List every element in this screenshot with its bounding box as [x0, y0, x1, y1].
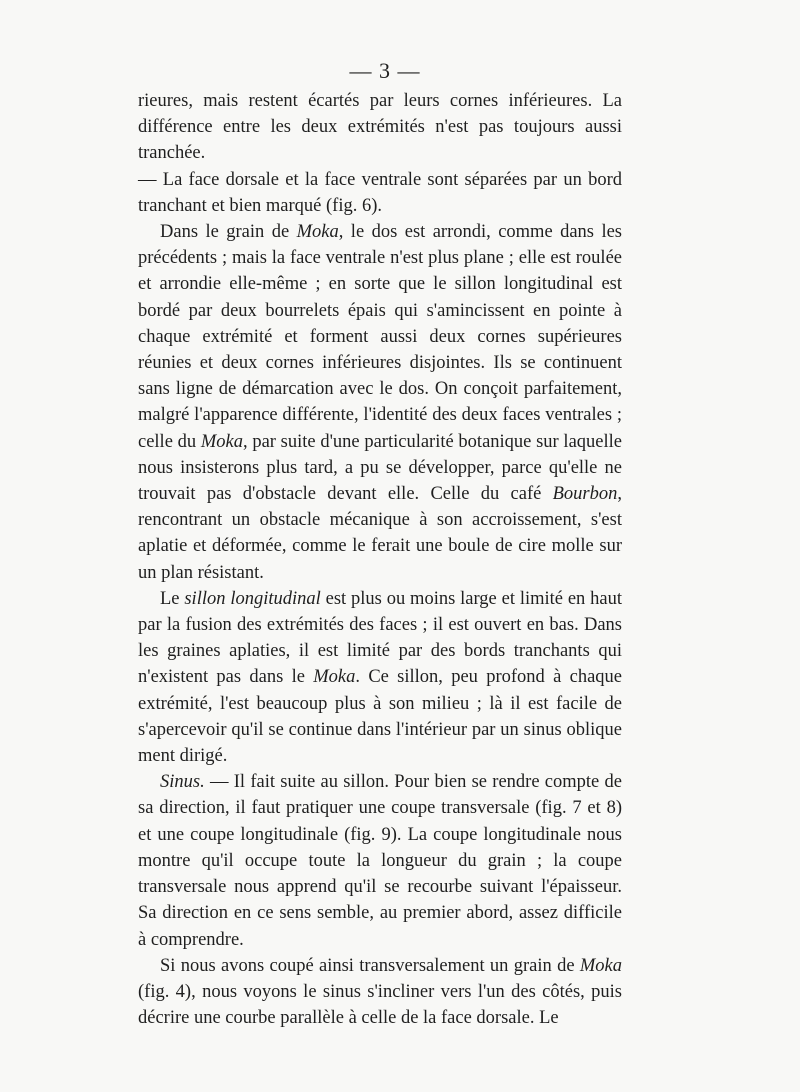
text-run: , rencontrant un obstacle mécanique à son accroissement, s'est aplatie et déformée, comme le ferait une boule de cire molle sur un plan résistant. — [138, 484, 622, 583]
italic-term: Moka — [313, 667, 356, 688]
paragraph — [138, 219, 622, 586]
text-run: rieures, mais restent écartés par leurs cornes inférieures. La différence entre les deux extrémités n'est pas toujours aussi tranchée. — [138, 91, 622, 164]
paragraph — [138, 586, 622, 769]
text-run: . Ce sillon, peu profond à chaque extrémité, l'est beaucoup plus à son milieu ; là il est facile de s'apercevoir qu'il se continue dans l'intérieur par un sinus oblique ment dirigé. — [138, 667, 622, 767]
paragraph — [138, 167, 622, 219]
body-text — [138, 88, 622, 1031]
italic-term: Sinus. — [160, 772, 205, 793]
italic-term: Moka — [296, 222, 339, 243]
italic-term: Moka — [579, 955, 622, 976]
text-run: , le dos est arrondi, comme dans les précédents ; mais la face ventrale n'est plus plane ; elle est roulée et arrondie elle-même ; en sorte que le sillon longitudinal est bordé par deux bourrelets épais qui s'amincissent en pointe à chaque extrémité et forment aussi deux cornes supérieures réunies et deux cornes inférieures disjointes. Ils se continuent sans ligne de démarcation avec le dos. On conçoit parfaitement, malgré l'apparence différente, l'identité des deux faces ventrales ; celle du — [138, 222, 622, 452]
text-run: Dans le grain de — [160, 222, 297, 243]
text-run: — Il fait suite au sillon. Pour bien se rendre compte de sa direction, il faut pratiquer une coupe transversale (fig. 7 et 8) et une coupe longitudinale (fig. 9). La coupe longitudinale nous montre qu'il occupe toute la longueur du grain ; la coupe transversale nous apprend qu'il se recourbe suivant l'épaisseur. Sa direction en ce sens semble, au premier abord, assez difficile à comprendre. — [138, 772, 622, 950]
text-run: est plus ou moins large et limité en haut par la fusion des extrémités des faces ; il est ouvert en bas. Dans les graines aplaties, il est limité par des bords tranchants qui n'existent pas dans le — [138, 588, 622, 688]
text-run: , par suite d'une particularité botanique sur laquelle nous insisterons plus tard, a pu se développer, parce qu'elle ne trouvait pas d'obstacle devant elle. Celle du café — [138, 431, 622, 505]
page-number: — 3 — — [349, 58, 421, 83]
paragraph — [138, 953, 622, 1032]
text-run: Si nous avons coupé ainsi transversalement un grain de — [160, 955, 580, 976]
italic-term: Bourbon — [552, 484, 618, 505]
italic-term: sillon longitudinal — [184, 588, 321, 609]
text-run: (fig. 4), nous voyons le sinus s'incliner vers l'un des côtés, puis décrire une courbe parallèle à celle de la face dorsale. Le — [138, 981, 622, 1029]
text-run: Le — [160, 588, 185, 609]
paragraph — [138, 769, 622, 952]
text-run: — La face dorsale et la face ventrale sont séparées par un bord tranchant et bien marqué (fig. 6). — [138, 169, 622, 216]
paragraph — [138, 88, 622, 167]
italic-term: Moka — [200, 431, 243, 452]
